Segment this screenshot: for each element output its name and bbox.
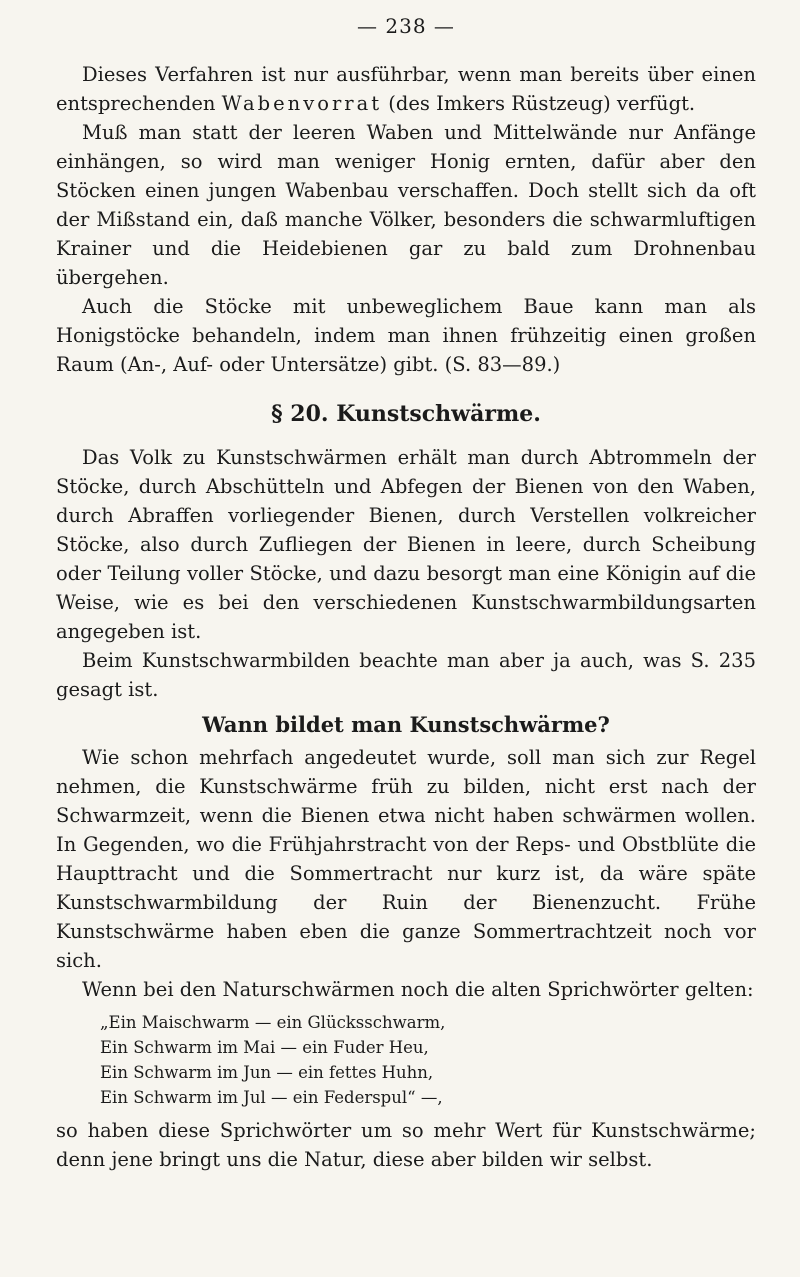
proverb-line: „Ein Maischwarm — ein Glücksschwarm, [100, 1013, 446, 1032]
spaced-term: Wabenvorrat [221, 92, 383, 115]
paragraph-8: so haben diese Sprichwörter um so mehr Wert für Kunstschwärme; denn jene bringt uns die Natur, diese aber bilden wir selbst. [56, 1119, 756, 1171]
paragraph-3: Auch die Stöcke mit unbeweglichem Baue kann man als Honigstöcke behandeln, indem man ihnen frühzeitig einen großen Raum (An-, Auf- oder Untersätze) gibt. (S. 83—89.) [56, 295, 756, 376]
paragraph-7: Wenn bei den Naturschwärmen noch die alten Sprichwörter gelten: [82, 978, 754, 1001]
paragraph-5: Beim Kunstschwarmbilden beachte man aber ja auch, was S. 235 gesagt ist. [56, 649, 756, 701]
page-number: — 238 — [357, 14, 455, 38]
book-page [56, 14, 756, 1174]
paragraph-6: Wie schon mehrfach angedeutet wurde, soll man sich zur Regel nehmen, die Kunstschwärme früh zu bilden, nicht erst nach der Schwarmzeit, wenn die Bienen etwa nicht haben schwärmen wollen. In Gegenden, wo die Frühjahrstracht von der Reps- und Obstblüte die Haupttracht und die Sommertracht nur kurz ist, da wäre späte Kunstschwarmbildung der Ruin der Bienenzucht. Frühe Kunstschwärme haben eben die ganze Sommertrachtzeit noch vor sich. [56, 746, 756, 972]
proverb-line: Ein Schwarm im Mai — ein Fuder Heu, [100, 1038, 429, 1057]
proverb-line: Ein Schwarm im Jun — ein fettes Huhn, [100, 1063, 434, 1082]
proverb-block [100, 1010, 756, 1110]
paragraph-4: Das Volk zu Kunstschwärmen erhält man durch Abtrommeln der Stöcke, durch Abschütteln und Abfegen der Bienen von den Waben, durch Abraffen vorliegender Bienen, durch Verstellen volkreicher Stöcke, also durch Zufliegen der Bienen in leere, durch Scheibung oder Teilung voller Stöcke, und dazu besorgt man eine Königin auf die Weise, wie es bei den verschiedenen Kunstschwarmbildungsarten angegeben ist. [56, 446, 756, 643]
paragraph-1-start: Dieses Verfahren ist nur ausführbar, wenn man bereits über einen entsprechenden [56, 63, 756, 115]
section-heading: § 20. Kunstschwärme. [271, 401, 541, 427]
proverb-line: Ein Schwarm im Jul — ein Federspul“ —, [100, 1088, 443, 1107]
paragraph-1-end: (des Imkers Rüstzeug) verfügt. [382, 92, 696, 115]
subheading: Wann bildet man Kunstschwärme? [202, 712, 610, 737]
paragraph-1 [56, 60, 756, 118]
paragraph-2: Muß man statt der leeren Waben und Mittelwände nur Anfänge einhängen, so wird man weniger Honig ernten, dafür aber den Stöcken einen jungen Wabenbau verschaffen. Doch stellt sich da oft der Mißstand ein, daß manche Völker, besonders die schwarmluftigen Krainer und die Heidebienen gar zu bald zum Drohnenbau übergehen. [56, 121, 756, 289]
